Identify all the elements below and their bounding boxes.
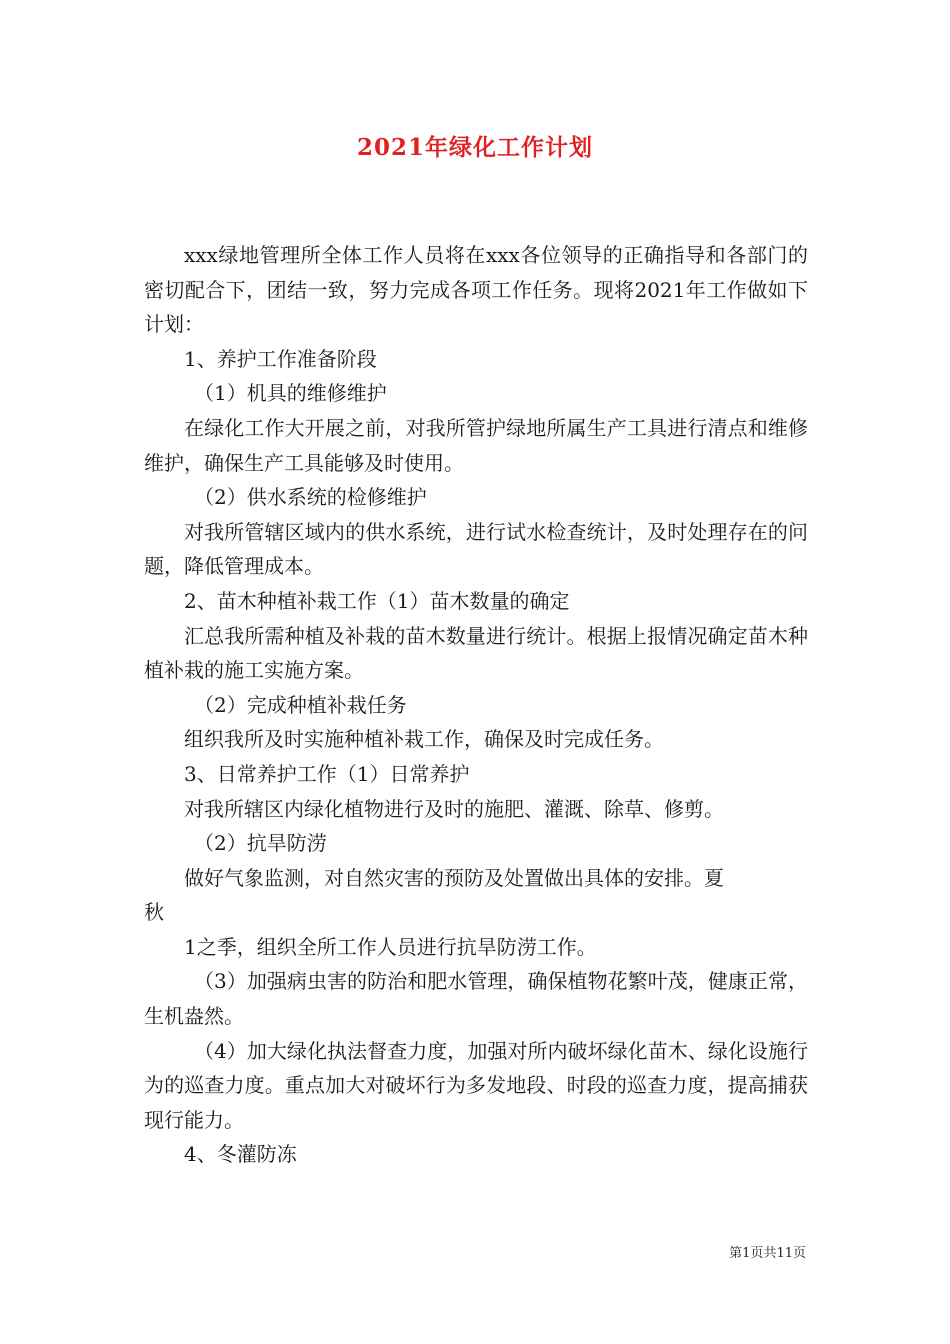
subheading-drought-flood: （2）抗旱防涝	[194, 831, 327, 856]
subheading-equipment-repair: （1）机具的维修维护	[194, 381, 387, 406]
paragraph-seedling-count: 汇总我所需种植及补栽的苗木数量进行统计。根据上报情况确定苗木种植补栽的施工实施方案。	[144, 623, 808, 683]
paragraph-daily-maintenance: 对我所辖区内绿化植物进行及时的施肥、灌溉、除草、修剪。	[184, 796, 724, 821]
paragraph-water-system: 对我所管辖区域内的供水系统，进行试水检查统计，及时处理存在的问题，降低管理成本。	[144, 519, 808, 579]
subheading-planting-task: （2）完成种植补栽任务	[194, 692, 407, 717]
paragraph-equipment-repair: 在绿化工作大开展之前，对我所管护绿地所属生产工具进行清点和维修维护，确保生产工具能够及时使用。	[144, 415, 808, 475]
paragraph-planting-task: 组织我所及时实施种植补栽工作，确保及时完成任务。	[184, 727, 664, 752]
document-title: 2021年绿化工作计划	[356, 134, 593, 161]
heading-maintenance-prep: 1、养护工作准备阶段	[184, 346, 377, 371]
heading-seedling-planting: 2、苗木种植补栽工作（1）苗木数量的确定	[184, 588, 570, 613]
paragraph-enforcement: （4）加大绿化执法督查力度，加强对所内破坏绿化苗木、绿化设施行为的巡查力度。重点加大对破坏行为多发地段、时段的巡查力度，提高捕获现行能力。	[144, 1038, 808, 1132]
heading-daily-maintenance: 3、日常养护工作（1）日常养护	[184, 761, 470, 786]
heading-winter-irrigation: 4、冬灌防冻	[184, 1142, 297, 1167]
paragraph-pest-control: （3）加强病虫害的防治和肥水管理，确保植物花繁叶茂，健康正常，生机盎然。	[144, 969, 808, 1029]
document-body	[144, 238, 808, 1172]
subheading-water-system: （2）供水系统的检修维护	[194, 485, 427, 510]
paragraph-season-work: 1之季，组织全所工作人员进行抗旱防涝工作。	[184, 934, 597, 959]
paragraph-autumn: 秋	[144, 900, 164, 925]
page-number-footer: 第1页共11页	[729, 1246, 806, 1261]
paragraph-weather-monitoring: 做好气象监测，对自然灾害的预防及处置做出具体的安排。夏	[184, 865, 724, 890]
paragraph-intro: xxx绿地管理所全体工作人员将在xxx各位领导的正确指导和各部门的密切配合下，团结一致，努力完成各项工作任务。现将2021年工作做如下计划：	[144, 243, 808, 337]
